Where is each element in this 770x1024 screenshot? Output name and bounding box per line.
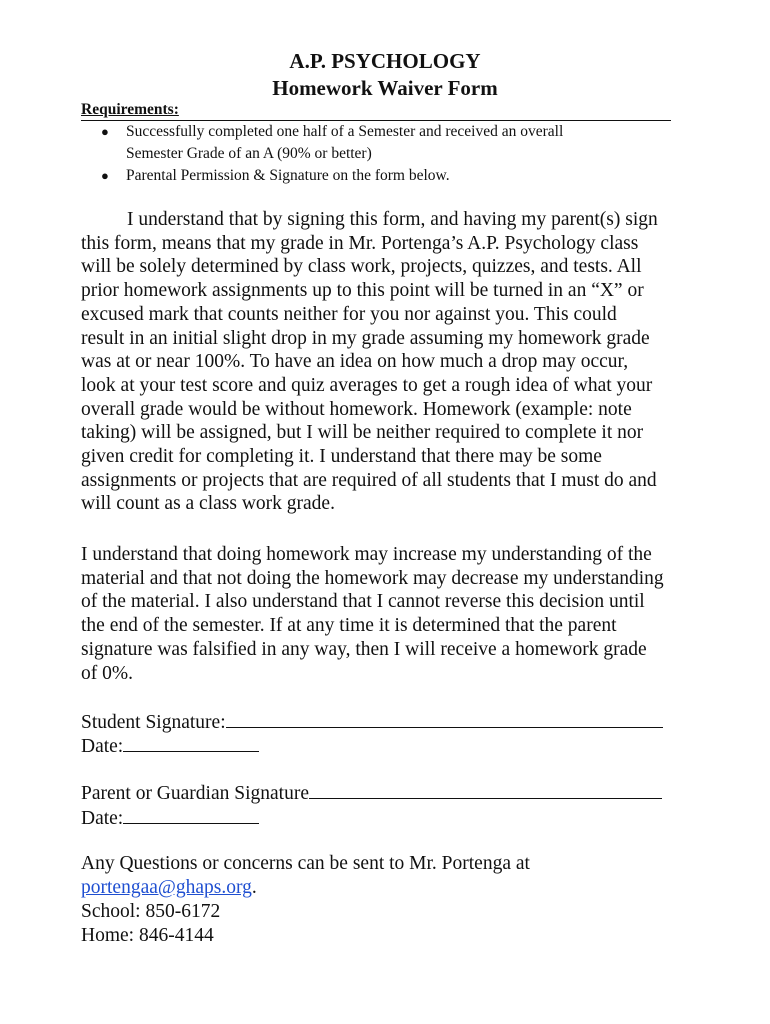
requirement-item bbox=[81, 121, 681, 165]
paragraph-line: will be solely determined by class work, projects, quizzes, and tests. All bbox=[81, 256, 642, 278]
paragraph-line: overall grade would be without homework. Homework (example: note bbox=[81, 398, 632, 420]
paragraph-line: look at your test score and quiz averages to get a rough idea of what your bbox=[81, 374, 653, 396]
form-title: A.P. PSYCHOLOGY bbox=[289, 49, 481, 73]
student-date-field bbox=[81, 734, 259, 759]
home-phone: Home: 846-4144 bbox=[81, 925, 214, 946]
agreement-paragraph-1 bbox=[81, 208, 691, 516]
paragraph-line: given credit for completing it. I understand that there may be some bbox=[81, 446, 602, 468]
paragraph-line: of the material. I also understand that I cannot reverse this decision until bbox=[81, 591, 645, 613]
student-date-line[interactable] bbox=[123, 734, 259, 752]
requirements-heading bbox=[81, 100, 671, 121]
parent-signature-field bbox=[81, 781, 662, 806]
bullet-icon: ● bbox=[101, 124, 109, 139]
bullet-icon: ● bbox=[101, 168, 109, 183]
requirement-line: Successfully completed one half of a Semester and received an overall bbox=[126, 123, 564, 140]
paragraph-line: taking) will be assigned, but I will be neither required to complete it nor bbox=[81, 422, 644, 444]
paragraph-line: I understand that by signing this form, and having my parent(s) sign bbox=[127, 209, 658, 230]
contact-intro: Any Questions or concerns can be sent to Mr. Portenga at bbox=[81, 853, 530, 874]
email-suffix: . bbox=[251, 877, 257, 898]
school-phone: School: 850-6172 bbox=[81, 901, 221, 922]
paragraph-line: prior homework assignments up to this point will be turned in an “X” or bbox=[81, 280, 644, 302]
parent-signature-line[interactable] bbox=[309, 781, 662, 799]
paragraph-line: assignments or projects that are required of all students that I must do and bbox=[81, 469, 657, 491]
requirement-item bbox=[81, 165, 681, 187]
paragraph-line: this form, means that my grade in Mr. Portenga’s A.P. Psychology class bbox=[81, 232, 639, 254]
paragraph-line: excused mark that counts neither for you nor against you. This could bbox=[81, 303, 617, 325]
requirement-line: Semester Grade of an A (90% or better) bbox=[126, 145, 372, 162]
email-link[interactable]: portengaa@ghaps.org bbox=[81, 877, 252, 898]
student-signature-field bbox=[81, 710, 663, 735]
requirements-list bbox=[81, 121, 681, 187]
paragraph-line: of 0%. bbox=[81, 662, 133, 684]
contact-block bbox=[81, 852, 530, 948]
paragraph-line: result in an initial slight drop in my grade assuming my homework grade bbox=[81, 327, 650, 349]
parent-date-field bbox=[81, 806, 259, 831]
parent-signature-label: Parent or Guardian Signature bbox=[81, 783, 309, 804]
parent-date-line[interactable] bbox=[123, 806, 259, 824]
agreement-paragraph-2 bbox=[81, 543, 691, 685]
contact-email-line bbox=[81, 876, 530, 900]
student-signature-label: Student Signature: bbox=[81, 712, 226, 733]
requirements-heading-label: Requirements: bbox=[81, 101, 179, 118]
paragraph-line: I understand that doing homework may increase my understanding of the bbox=[81, 544, 652, 565]
student-date-label: Date: bbox=[81, 736, 124, 757]
parent-date-label: Date: bbox=[81, 808, 124, 829]
paragraph-line: the end of the semester. If at any time it is determined that the parent bbox=[81, 615, 617, 637]
paragraph-line: material and that not doing the homework may decrease my understanding bbox=[81, 567, 664, 589]
form-subtitle: Homework Waiver Form bbox=[272, 76, 498, 100]
paragraph-line: will count as a class work grade. bbox=[81, 493, 335, 515]
student-signature-line[interactable] bbox=[226, 710, 663, 728]
paragraph-line: signature was falsified in any way, then I will receive a homework grade bbox=[81, 638, 647, 660]
paragraph-line: was at or near 100%. To have an idea on how much a drop may occur, bbox=[81, 351, 629, 373]
requirement-line: Parental Permission & Signature on the form below. bbox=[126, 167, 450, 184]
